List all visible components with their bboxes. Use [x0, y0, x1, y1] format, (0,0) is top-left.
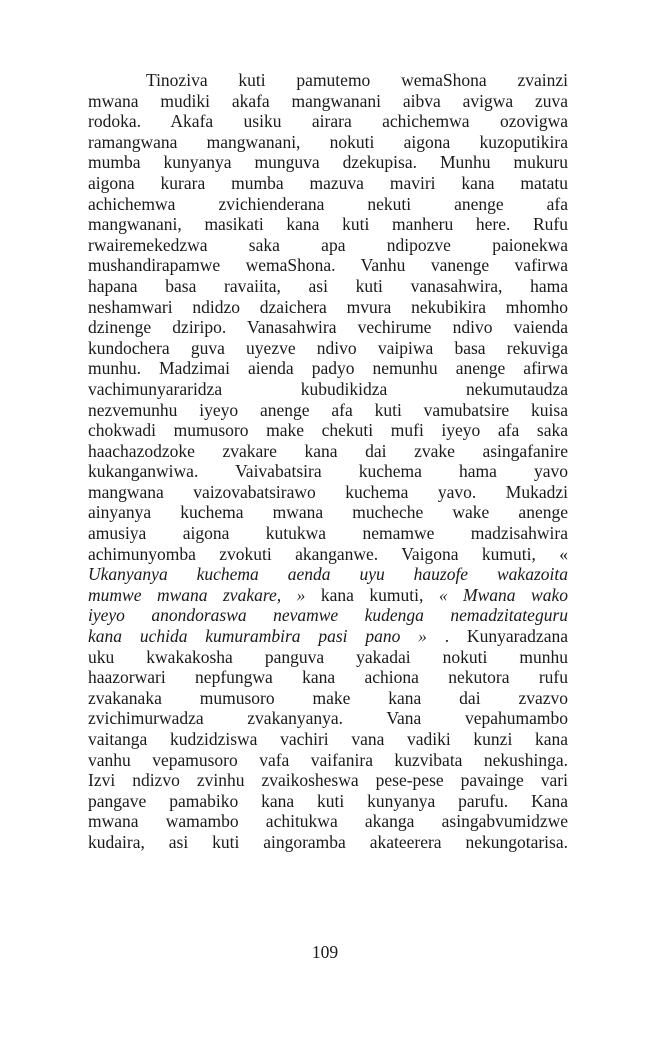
- text-line: achimunyomba zvokuti akanganwe. Vaigona kumuti, «: [88, 543, 568, 564]
- text-line: mangwana vaizovabatsirawo kuchema yavo. Mukadzi: [88, 481, 568, 502]
- text-line: vaitanga kudzidziswa vachiri vana vadiki kunzi kana: [88, 729, 568, 749]
- text-line: aigona kurara mumba mazuva maviri kana matatu: [88, 172, 568, 193]
- text-line: Izvi ndizvo zvinhu zvaikosheswa pese-pese pavainge vari: [88, 770, 568, 791]
- text-line-italic: [88, 605, 568, 626]
- text-line: kundochera guva uyezve ndivo vaipiwa basa rekuviga: [88, 337, 568, 358]
- text-line: kudaira, asi kuti aingoramba akateerera nekungotarisa.: [88, 831, 568, 852]
- text-line: chokwadi mumusoro make chekuti mufi iyeyo afa saka: [88, 420, 568, 441]
- text-line-italic: [88, 564, 568, 585]
- text-line: mangwanani, masikati kana kuti manheru here. Rufu: [88, 214, 568, 235]
- text-line: munhu. Madzimai aienda padyo nemunhu anenge afirwa: [88, 358, 568, 379]
- text-line: hapana basa ravaiita, asi kuti vanasahwira, hama: [88, 275, 568, 296]
- text-line: vanhu vepamusoro vafa vaifanira kuzvibata nekushinga.: [88, 749, 568, 770]
- text-line: ainyanya kuchema mwana mucheche wake anenge: [88, 502, 568, 523]
- text-line: neshamwari ndidzo dzaichera mvura nekubikira mhomho: [88, 296, 568, 317]
- page-body: [88, 70, 568, 853]
- text-line: dzinenge dziripo. Vanasahwira vechirume ndivo vaienda: [88, 317, 568, 338]
- text-line: ramangwana mangwanani, nokuti aigona kuzoputikira: [88, 131, 568, 152]
- text-line: mwana mudiki akafa mangwanani aibva avigwa zuva: [88, 90, 568, 111]
- text-line: nezvemunhu iyeyo anenge afa kuti vamubatsire kuisa: [88, 399, 568, 420]
- plain-text: . Kunyaradzana: [426, 626, 568, 647]
- text-line: mushandirapamwe wemaShona. Vanhu vanenge vafirwa: [88, 255, 568, 276]
- text-line-mixed: [88, 626, 568, 647]
- text-line: pangave pamabiko kana kuti kunyanya parufu. Kana: [88, 790, 568, 811]
- text-line: kukanganwiwa. Vaivabatsira kuchema hama yavo: [88, 461, 568, 482]
- text-line: rodoka. Akafa usiku airara achichemwa ozovigwa: [88, 111, 568, 132]
- text-line: haazorwari nepfungwa kana achiona nekutora rufu: [88, 667, 568, 688]
- text-line: mumba kunyanya munguva dzekupisa. Munhu mukuru: [88, 152, 568, 173]
- italic-quote: kana uchida kumurambira pasi pano »: [88, 626, 427, 647]
- text-line: zvichimurwadza zvakanyanya. Vana vepahumambo: [88, 708, 568, 729]
- text-line: rwairemekedzwa saka apa ndipozve paionekwa: [88, 234, 568, 255]
- italic-quote: mumwe mwana zvakare, »: [88, 584, 306, 605]
- text-line-mixed: [88, 585, 568, 606]
- italic-quote: Ukanyanya kuchema aenda uyu hauzofe wakazoita: [88, 564, 568, 585]
- text-line: uku kwakakosha panguva yakadai nokuti munhu: [88, 646, 568, 667]
- text-line: haachazodzoke zvakare kana dai zvake asingafanire: [88, 440, 568, 461]
- text-line: Tinoziva kuti pamutemo wemaShona zvainzi: [146, 70, 568, 90]
- text-line: vachimunyararidza kubudikidza nekumutaudza: [88, 378, 568, 399]
- italic-quote: iyeyo anondoraswa nevamwe kudenga nemadzitateguru: [88, 605, 568, 626]
- text-line: zvakanaka mumusoro make kana dai zvazvo: [88, 687, 568, 708]
- text-line: achichemwa zvichienderana nekuti anenge afa: [88, 193, 568, 214]
- page-number: 109: [311, 942, 339, 962]
- text-line: amusiya aigona kutukwa nemamwe madzisahwira: [88, 523, 568, 544]
- plain-text: kana kumuti,: [305, 584, 439, 605]
- text-line: mwana wamambo achitukwa akanga asingabvumidzwe: [88, 811, 568, 832]
- italic-quote: « Mwana wako: [438, 584, 568, 605]
